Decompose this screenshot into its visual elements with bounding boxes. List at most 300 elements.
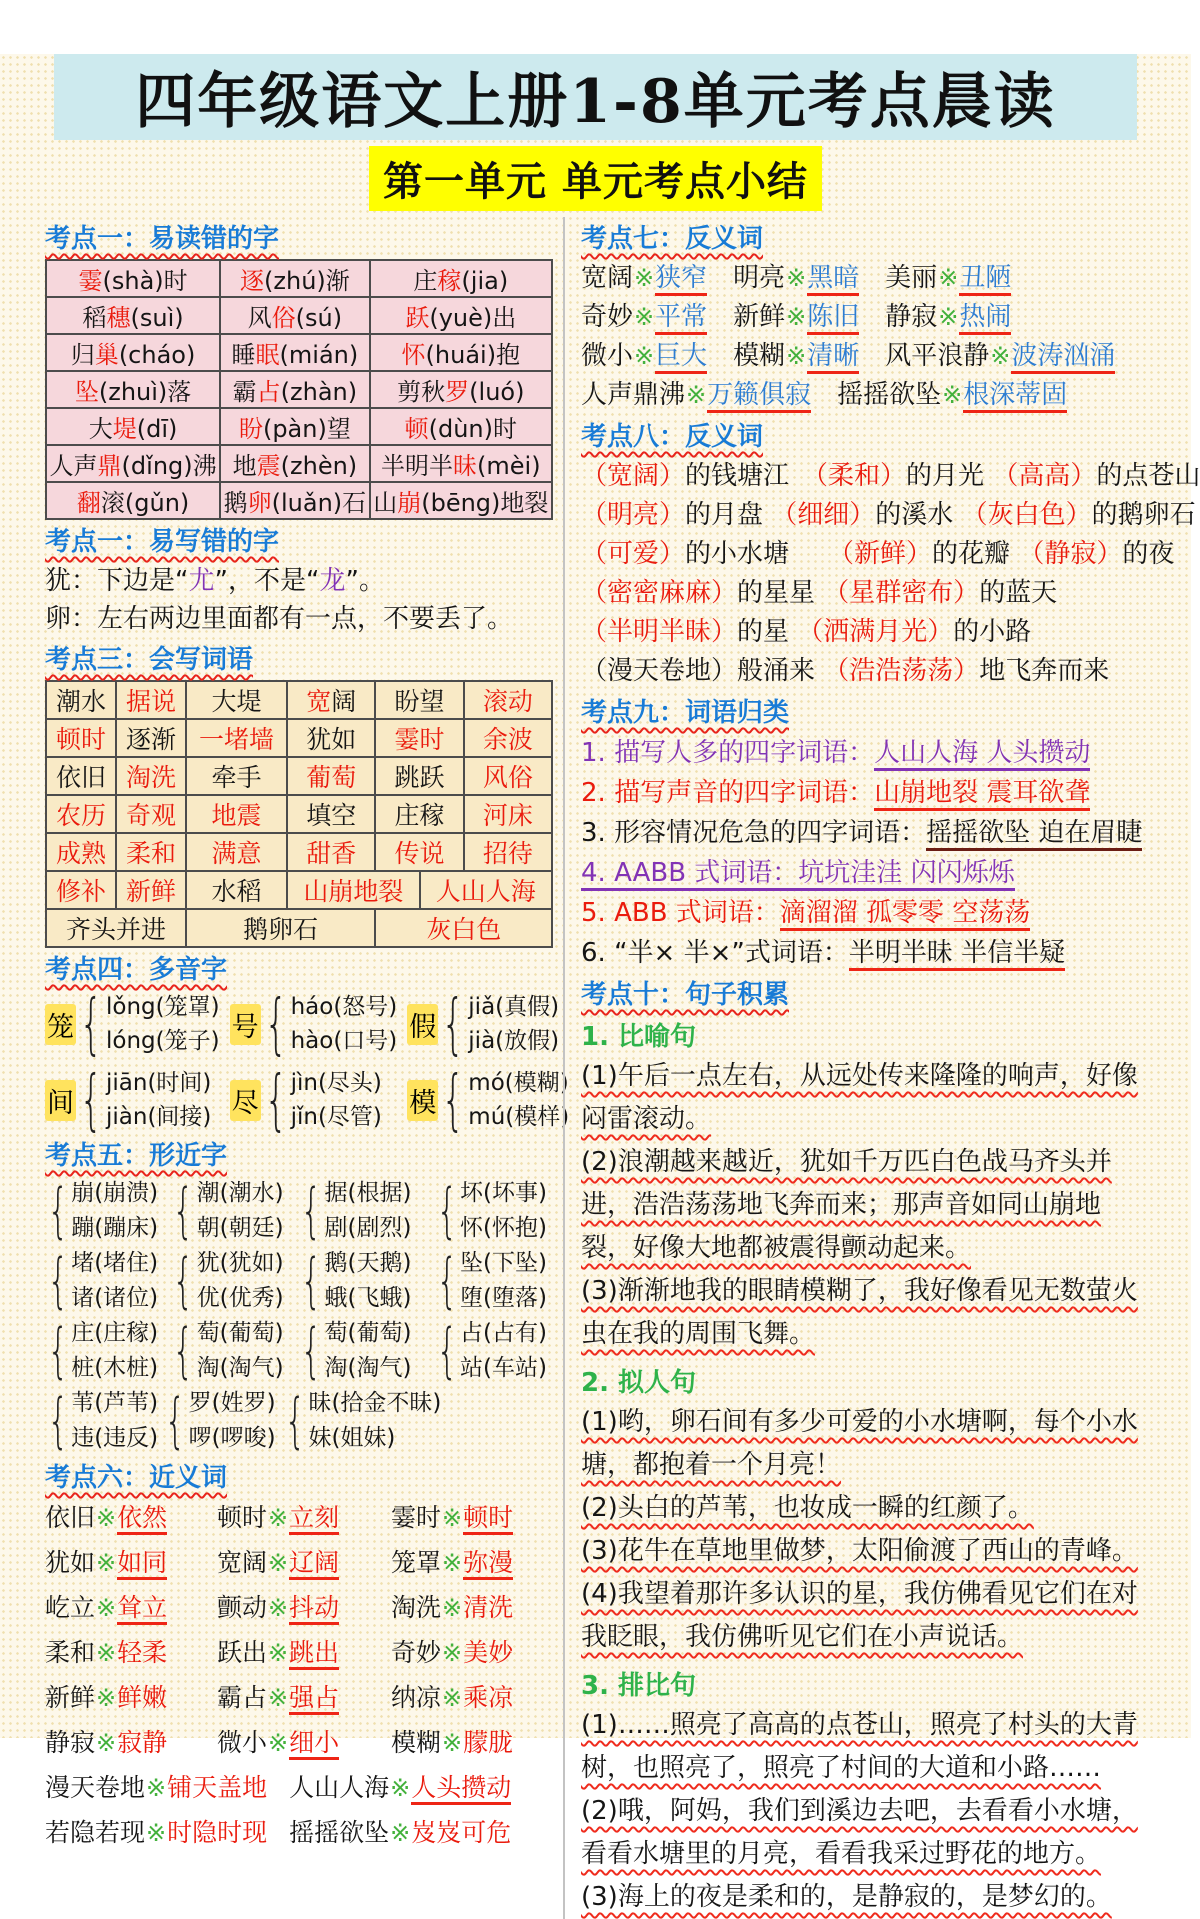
- word-a: 漫天卷地: [45, 1773, 146, 1802]
- reference-mark: ※: [268, 1729, 289, 1757]
- polyphone-grid: [45, 985, 570, 1138]
- similar-char-group: [170, 1246, 298, 1316]
- word-category-item: [581, 733, 1151, 773]
- text-segment: (zhuì)落: [98, 378, 192, 406]
- reference-mark: ※: [96, 1729, 117, 1757]
- similar-char-top: 萄(葡萄): [324, 1320, 412, 1346]
- word-table-cell: [116, 719, 186, 757]
- text-segment: 招待: [482, 839, 533, 868]
- word-pair: [581, 259, 707, 298]
- text-segment: 山崩地裂: [303, 877, 404, 906]
- text-segment: （灰白色）: [961, 500, 1092, 530]
- reference-mark: ※: [938, 303, 959, 331]
- text-segment: 盼: [238, 415, 263, 443]
- word-table-cell: [287, 833, 375, 871]
- brace-glyph: {: [436, 1176, 458, 1246]
- reading-top: jiān(时间): [106, 1070, 212, 1096]
- text-segment: 霸: [232, 378, 257, 406]
- reference-mark: ※: [442, 1549, 463, 1577]
- word-b: 清晰: [807, 341, 859, 374]
- polyphone-char: 假: [407, 1004, 438, 1045]
- text-segment: 3. 形容情况危急的四字词语：: [581, 818, 927, 848]
- word-b: 如同: [117, 1548, 167, 1580]
- word-pair: [733, 259, 859, 298]
- text-segment: 的溪水: [875, 500, 962, 530]
- word-a: 柔和: [45, 1638, 96, 1667]
- text-segment: 灰白色: [426, 915, 502, 944]
- word-a: 摇摇欲坠: [837, 380, 942, 410]
- word-a: 微小: [217, 1728, 268, 1757]
- similar-char-group: [45, 1386, 162, 1456]
- text-segment: （星群密布）: [823, 578, 980, 608]
- word-a: 淘洗: [391, 1593, 442, 1622]
- word-a: 静寂: [45, 1728, 96, 1757]
- example-sentence-text: (1)哟，卵石间有多少可爱的小水塘啊，每个小水塘，都抱着一个月亮！: [581, 1407, 1138, 1480]
- example-sentence: [581, 1876, 1151, 1919]
- pinyin-table-cell: [370, 297, 552, 334]
- word-category-item: [581, 853, 1151, 893]
- similar-char-top: 堵(堵住): [71, 1250, 159, 1276]
- content-columns: [45, 217, 1200, 1919]
- reference-mark: ※: [268, 1549, 289, 1577]
- similar-char-top: 罗(姓罗): [188, 1390, 276, 1416]
- similar-char-bottom: 蛾(飞蛾): [324, 1285, 412, 1311]
- reference-mark: ※: [268, 1594, 289, 1622]
- phrase-line: [581, 457, 1200, 496]
- word-category-item: [581, 893, 1151, 933]
- word-table-cell: [46, 871, 116, 909]
- text-segment: (dī): [136, 415, 178, 443]
- word-pair: [45, 1498, 217, 1534]
- word-table-cell: [116, 757, 186, 795]
- word-pair: [837, 376, 1067, 415]
- text-segment: 怀: [401, 341, 426, 369]
- word-a: 人山人海: [289, 1773, 390, 1802]
- word-table-cell: [375, 795, 463, 833]
- text-segment: 半明半昧 半信半疑: [849, 938, 1065, 971]
- text-segment: 穗: [106, 304, 131, 332]
- text-segment: 山崩地裂 震耳欲聋: [874, 778, 1090, 811]
- word-a: 人声鼎沸: [581, 380, 686, 410]
- text-segment: 卵：左右两边里面都有一点，不要丢了。: [45, 604, 514, 634]
- reference-mark: ※: [96, 1504, 117, 1532]
- text-segment: 俗: [271, 304, 296, 332]
- word-b: 耸立: [117, 1593, 167, 1625]
- text-segment: 庄: [413, 267, 438, 295]
- text-segment: 地震: [211, 801, 262, 830]
- reference-mark: ※: [442, 1504, 463, 1532]
- brace-glyph: {: [441, 985, 465, 1062]
- text-segment: 1. 描写人多的四字词语：: [581, 738, 875, 768]
- similar-char-top: 苇(芦苇): [71, 1390, 159, 1416]
- word-pair: [391, 1543, 553, 1579]
- word-a: 宽阔: [581, 263, 634, 293]
- word-category-item: [581, 813, 1151, 853]
- text-segment: 人山人海 人头攒动: [874, 738, 1090, 771]
- text-segment: 风俗: [482, 763, 533, 792]
- word-pair: [45, 1813, 267, 1849]
- text-segment: 大: [88, 415, 113, 443]
- similar-char-bottom: 剧(剧烈): [324, 1215, 412, 1241]
- reading-bottom: jǐn(尽管): [290, 1104, 382, 1130]
- word-table-cell: [46, 681, 116, 719]
- word-b: 陈旧: [807, 302, 859, 335]
- similar-char-top: 萄(葡萄): [196, 1320, 284, 1346]
- text-segment: 盼望: [394, 687, 445, 716]
- word-table-cell: [464, 833, 552, 871]
- similar-char-bottom: 怀(怀抱): [460, 1215, 547, 1241]
- similar-char-bottom: 站(车站): [460, 1355, 547, 1381]
- polyphone-char: 模: [407, 1080, 438, 1121]
- reference-mark: ※: [96, 1684, 117, 1712]
- word-pair: [391, 1723, 553, 1759]
- brace-glyph: {: [47, 1246, 69, 1316]
- pinyin-table-cell: [46, 445, 220, 482]
- text-segment: （明亮）: [581, 500, 686, 530]
- sentence-type-title: 1. 比喻句: [581, 1022, 697, 1052]
- word-category-item: [581, 933, 1151, 973]
- pinyin-table-cell: [46, 371, 220, 408]
- text-segment: (shà)时: [102, 267, 188, 295]
- text-segment: 跃: [405, 304, 430, 332]
- similar-char-top: 庄(庄稼): [71, 1320, 159, 1346]
- example-sentence: [581, 1487, 1151, 1530]
- text-segment: (zhèn): [280, 452, 358, 480]
- similar-char-bottom: 诸(诸位): [71, 1285, 159, 1311]
- reference-mark: ※: [96, 1549, 117, 1577]
- brace-glyph: {: [165, 1386, 187, 1456]
- word-a: 宽阔: [217, 1548, 268, 1577]
- brace-glyph: {: [79, 985, 103, 1062]
- example-sentence-text: (3)海上的夜是柔和的，是静寂的，是梦幻的。: [581, 1882, 1112, 1912]
- text-segment: 滚动: [482, 687, 533, 716]
- text-segment: 龙: [319, 566, 346, 596]
- text-segment: (jia): [461, 267, 509, 295]
- text-segment: 滚(gǔn): [100, 489, 190, 517]
- reading-top: lǒng(笼罩): [106, 994, 220, 1020]
- text-segment: 淘洗: [125, 763, 176, 792]
- text-segment: 的月光: [906, 461, 993, 491]
- text-segment: 崩: [397, 489, 422, 517]
- synonym-extra: [45, 1768, 553, 1849]
- text-segment: 据说: [125, 687, 176, 716]
- polyphone-readings: [106, 990, 220, 1058]
- text-segment: 卵: [247, 489, 272, 517]
- word-b: 时隐时现: [167, 1818, 268, 1847]
- word-b: 辽阔: [289, 1548, 339, 1580]
- text-segment: 巢: [94, 341, 119, 369]
- reading-bottom: mú(模样): [468, 1104, 570, 1130]
- word-b: 依然: [117, 1503, 167, 1535]
- word-table-cell: [116, 681, 186, 719]
- text-segment: （新鲜）: [841, 539, 933, 569]
- text-segment: 逐渐: [125, 725, 176, 754]
- word-a: 风平浪静: [885, 341, 990, 371]
- text-segment: (mián): [279, 341, 359, 369]
- section-header-words: 考点三：会写词语: [45, 645, 254, 675]
- word-pair: [581, 376, 811, 415]
- text-segment: 滴溜溜 孤零零 空荡荡: [780, 898, 1031, 931]
- sentence-type-title: 2. 拟人句: [581, 1368, 697, 1398]
- synonym-grid: [45, 1498, 553, 1759]
- brace-glyph: {: [436, 1246, 458, 1316]
- reference-mark: ※: [268, 1684, 289, 1712]
- pinyin-table-cell: [370, 408, 552, 445]
- text-segment: 成熟: [55, 839, 106, 868]
- word-b: 强占: [289, 1683, 339, 1715]
- text-segment: 的小水塘: [685, 539, 842, 569]
- text-segment: 昧: [453, 452, 478, 480]
- text-segment: 的花瓣: [932, 539, 1019, 569]
- word-table-row: [46, 681, 552, 719]
- reading-bottom: hào(口号): [290, 1028, 398, 1054]
- word-b: 鲜嫩: [117, 1683, 168, 1712]
- reading-top: jìn(尽头): [290, 1070, 382, 1096]
- example-sentence-text: (4)我望着那许多认识的星，我仿佛看见它们在对我眨眼，我仿佛听见它们在小声说话。: [581, 1579, 1138, 1652]
- reference-mark: ※: [442, 1639, 463, 1667]
- brace-glyph: {: [300, 1316, 322, 1386]
- text-segment: 罗: [445, 378, 470, 406]
- text-segment: 尤: [188, 566, 215, 596]
- pinyin-table-cell: [220, 260, 369, 297]
- text-segment: ”。: [345, 566, 385, 596]
- text-segment: 堤: [112, 415, 137, 443]
- text-segment: (yuè)出: [429, 304, 517, 332]
- pinyin-table-row: [46, 408, 552, 445]
- text-segment: 人山人海: [435, 877, 536, 906]
- word-table-cell: [375, 681, 463, 719]
- text-segment: 鼎: [97, 452, 122, 480]
- brace-glyph: {: [264, 985, 288, 1062]
- text-segment: （宽阔）: [581, 461, 686, 491]
- word-pair: [581, 298, 707, 337]
- polyphone-entry: [230, 985, 398, 1062]
- reading-top: jiǎ(真假): [468, 994, 560, 1020]
- phrase-line: [581, 535, 1175, 574]
- word-b: 朦胧: [463, 1728, 514, 1757]
- text-segment: 半明半: [381, 452, 454, 480]
- pinyin-table-cell: [46, 482, 220, 519]
- example-sentence-text: (3)渐渐地我的眼睛模糊了，我好像看见无数萤火虫在我的周围飞舞。: [581, 1276, 1138, 1349]
- text-segment: 顿: [404, 415, 429, 443]
- word-table-cell: [420, 871, 552, 909]
- word-table-row: [46, 833, 552, 871]
- section-header-mispronounced: 考点一：易读错的字: [45, 224, 280, 254]
- text-segment: 稻: [82, 304, 107, 332]
- word-pair: [391, 1678, 553, 1714]
- pinyin-table-cell: [370, 260, 552, 297]
- text-segment: 犹：下边是“: [45, 566, 189, 596]
- similar-char-top: 潮(潮水): [196, 1180, 284, 1206]
- example-sentence-text: (2)浪潮越来越近，犹如千万匹白色战马齐头并进，浩浩荡荡地飞奔而来；那声音如同山崩地裂，好像大地都被震得颤动起来。: [581, 1147, 1112, 1263]
- word-pair: [217, 1633, 391, 1669]
- word-a: 屹立: [45, 1593, 96, 1622]
- similar-char-group: [162, 1386, 282, 1456]
- reference-mark: ※: [96, 1639, 117, 1667]
- text-segment: （半明半昧）: [581, 617, 738, 647]
- text-segment: 农历: [55, 801, 106, 830]
- word-table-cell: [186, 681, 287, 719]
- polyphone-readings: [291, 990, 398, 1058]
- similar-char-group: [45, 1316, 170, 1386]
- text-segment: 风: [247, 304, 272, 332]
- word-pair: [289, 1813, 511, 1849]
- reference-mark: ※: [442, 1684, 463, 1712]
- word-table-cell: [375, 757, 463, 795]
- similar-char-pair: [197, 1246, 284, 1316]
- word-b: 跳出: [289, 1638, 339, 1670]
- text-segment: 大堤: [211, 687, 262, 716]
- text-segment: 5. ABB 式词语：: [581, 898, 780, 928]
- similar-char-group: [170, 1176, 298, 1246]
- reference-mark: ※: [938, 264, 959, 292]
- similar-char-bottom: 妹(姐妹): [308, 1425, 396, 1451]
- reference-mark: ※: [634, 342, 655, 370]
- word-table-cell: [186, 757, 287, 795]
- text-segment: 坠: [74, 378, 99, 406]
- example-sentence: [581, 1704, 1151, 1790]
- text-segment: （细细）: [771, 500, 876, 530]
- antonym-lines: [581, 259, 1151, 415]
- word-a: 依旧: [45, 1503, 96, 1532]
- text-segment: 山: [373, 489, 398, 517]
- pinyin-table-row: [46, 297, 552, 334]
- pinyin-table-cell: [220, 334, 369, 371]
- text-segment: 翻: [76, 489, 101, 517]
- similar-char-group: [170, 1316, 298, 1386]
- text-segment: (zhàn): [280, 378, 358, 406]
- text-segment: 的星: [737, 617, 798, 647]
- text-segment: 剪秋: [397, 378, 446, 406]
- polyphone-readings: [291, 1066, 382, 1134]
- pinyin-table-cell: [220, 371, 369, 408]
- text-segment: 阔: [331, 687, 357, 716]
- reading-bottom: jiàn(间接): [106, 1104, 212, 1130]
- word-a: 顿时: [217, 1503, 268, 1532]
- word-a: 霎时: [391, 1503, 442, 1532]
- text-segment: 柔和: [125, 839, 176, 868]
- text-segment: （浩浩荡荡）: [823, 656, 980, 686]
- similar-char-grid: [45, 1176, 553, 1456]
- brace-glyph: {: [300, 1246, 322, 1316]
- text-segment: 庄稼: [394, 801, 445, 830]
- word-a: 犹如: [45, 1548, 96, 1577]
- brace-glyph: {: [436, 1316, 458, 1386]
- word-table-cell: [186, 909, 375, 947]
- word-table-cell: [375, 833, 463, 871]
- word-b: 波涛汹涌: [1011, 341, 1115, 374]
- word-a: 美丽: [885, 263, 938, 293]
- word-a: 霸占: [217, 1683, 268, 1712]
- word-pair: [45, 1768, 267, 1804]
- text-segment: 奇观: [125, 801, 176, 830]
- similar-char-pair: [325, 1176, 412, 1246]
- similar-char-bottom: 啰(啰唆): [188, 1425, 276, 1451]
- similar-char-pair: [460, 1176, 547, 1246]
- text-segment: 鹅卵石: [243, 915, 319, 944]
- similar-char-group: [282, 1386, 441, 1456]
- example-sentence-text: (1)……照亮了高高的点苍山，照亮了村头的大青树，也照亮了，照亮了村间的大道和小路……: [581, 1710, 1138, 1783]
- text-segment: （柔和）: [815, 461, 907, 491]
- example-sentence: [581, 1530, 1151, 1573]
- page-subtitle: 第一单元 单元考点小结: [369, 146, 822, 211]
- word-a: 纳凉: [391, 1683, 442, 1712]
- text-segment: 眠: [255, 341, 280, 369]
- word-b: 巨大: [655, 341, 707, 374]
- reference-mark: ※: [990, 342, 1011, 370]
- antonym-line: [581, 259, 1151, 298]
- word-pair: [217, 1543, 391, 1579]
- example-sentence: [581, 1573, 1151, 1659]
- similar-char-group: [434, 1246, 553, 1316]
- text-segment: (huái)抱: [425, 341, 521, 369]
- text-segment: （洒满月光）: [797, 617, 954, 647]
- text-segment: (luǎn)石: [271, 489, 367, 517]
- reading-bottom: jià(放假): [468, 1028, 560, 1054]
- similar-char-pair: [71, 1176, 158, 1246]
- text-segment: 犹如: [306, 725, 357, 754]
- section-header-synonyms: 考点六：近义词: [45, 1463, 228, 1493]
- similar-char-bottom: 蹦(蹦床): [71, 1215, 159, 1241]
- similar-char-top: 犹(犹如): [196, 1250, 284, 1276]
- word-b: 抖动: [289, 1593, 339, 1625]
- text-segment: 余波: [482, 725, 533, 754]
- section-header-miswritten: 考点一：易写错的字: [45, 527, 280, 557]
- word-b: 人头攒动: [411, 1773, 511, 1805]
- text-segment: (dùn)时: [428, 415, 518, 443]
- similar-char-bottom: 堕(堕落): [460, 1285, 547, 1311]
- polyphone-char: 号: [230, 1004, 261, 1045]
- word-table-cell: [287, 719, 375, 757]
- word-b: 热闹: [959, 302, 1011, 335]
- word-a: 笼罩: [391, 1548, 442, 1577]
- word-a: 奇妙: [581, 302, 634, 332]
- text-segment: (dǐng)沸: [121, 452, 217, 480]
- pinyin-table-row: [46, 482, 552, 519]
- text-segment: 齐头并进: [65, 915, 166, 944]
- text-segment: 2. 描写声音的四字词语：: [581, 778, 875, 808]
- example-sentence-text: (2)哦，阿妈，我们到溪边去吧，去看看小水塘，看看水塘里的月亮，看看我采过野花的地方。: [581, 1796, 1138, 1869]
- word-pair: [45, 1588, 217, 1624]
- text-segment: 潮水: [55, 687, 106, 716]
- text-segment: (cháo): [118, 341, 196, 369]
- section-header-word-categories: 考点九：词语归类: [581, 698, 790, 728]
- word-table-cell: [46, 833, 116, 871]
- text-segment: 宽: [306, 687, 332, 716]
- polyphone-entry: [407, 985, 569, 1062]
- text-segment: 的鹅卵石: [1091, 500, 1196, 530]
- text-segment: (zhú)渐: [264, 267, 350, 295]
- word-table-cell: [46, 757, 116, 795]
- similar-char-pair: [71, 1246, 158, 1316]
- text-segment: 睡: [231, 341, 256, 369]
- polyphone-entry: [45, 1061, 220, 1138]
- similar-char-pair: [197, 1176, 284, 1246]
- word-table-cell: [186, 833, 287, 871]
- reference-mark: ※: [942, 381, 963, 409]
- similar-char-pair: [189, 1386, 276, 1456]
- similar-char-bottom: 桩(木桩): [71, 1355, 159, 1381]
- polyphone-readings: [468, 990, 559, 1058]
- word-pair: [217, 1498, 391, 1534]
- word-category-items: [581, 733, 1151, 973]
- reference-mark: ※: [686, 381, 707, 409]
- word-pair: [885, 298, 1011, 337]
- example-sentence-text: (3)花牛在草地里做梦，太阳偷渡了西山的青峰。: [581, 1536, 1138, 1566]
- word-table-cell: [46, 719, 116, 757]
- pinyin-table-cell: [220, 482, 369, 519]
- section-header-polyphones: 考点四：多音字: [45, 955, 228, 985]
